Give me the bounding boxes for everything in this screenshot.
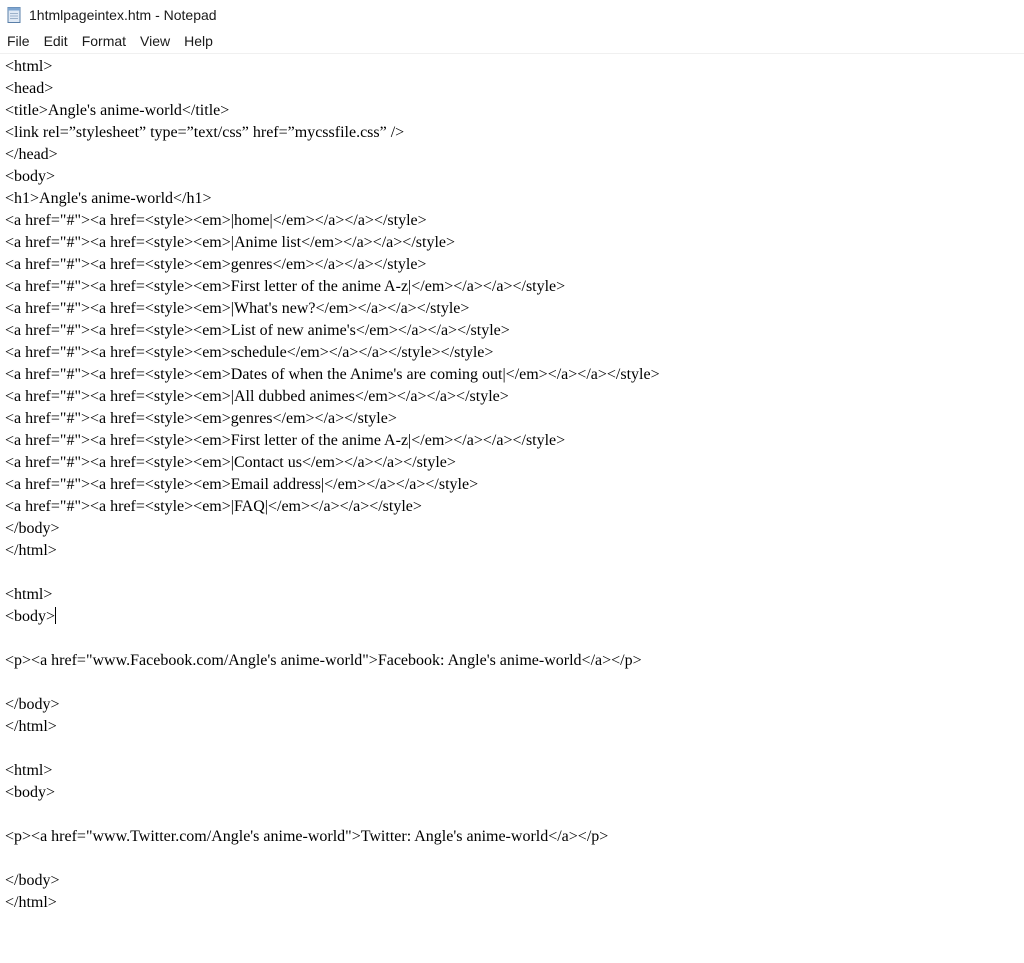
text-line: <body>	[5, 168, 56, 185]
text-line: <link rel=”stylesheet” type=”text/css” href=”mycssfile.css” />	[5, 124, 405, 141]
text-line: <h1>Angle's anime-world</h1>	[5, 190, 212, 207]
text-line: <a href="#"><a href=<style><em>schedule</em></a></a></style></style>	[5, 344, 494, 361]
text-line: </head>	[5, 146, 58, 163]
menu-edit[interactable]: Edit	[43, 33, 68, 49]
menu-bar	[0, 29, 1024, 54]
window-title: 1htmlpageintex.htm - Notepad	[29, 6, 217, 23]
text-line	[5, 848, 1024, 870]
text-line	[5, 738, 1024, 760]
text-line: <body>	[5, 784, 56, 801]
text-line: </body>	[5, 520, 60, 537]
text-line: <head>	[5, 80, 54, 97]
text-line: </body>	[5, 872, 60, 889]
text-line: <a href="#"><a href=<style><em>First letter of the anime A-z|</em></a></a></style>	[5, 278, 566, 295]
text-line: <html>	[5, 762, 53, 779]
text-line: <a href="#"><a href=<style><em>|Anime list</em></a></a></style>	[5, 234, 456, 251]
text-line: <a href="#"><a href=<style><em>List of new anime's</em></a></a></style>	[5, 322, 510, 339]
text-line: <title>Angle's anime-world</title>	[5, 102, 230, 119]
text-line	[5, 672, 1024, 694]
text-line: <a href="#"><a href=<style><em>genres</em></a></style>	[5, 410, 397, 427]
text-line: <html>	[5, 58, 53, 75]
text-line: <a href="#"><a href=<style><em>First letter of the anime A-z|</em></a></a></style>	[5, 432, 566, 449]
text-line: <a href="#"><a href=<style><em>genres</em></a></a></style>	[5, 256, 427, 273]
text-caret	[55, 607, 56, 624]
menu-file[interactable]: File	[7, 33, 30, 49]
title-bar[interactable]	[0, 0, 1024, 29]
text-line	[5, 804, 1024, 826]
text-line: <a href="#"><a href=<style><em>|All dubbed animes</em></a></a></style>	[5, 388, 509, 405]
text-line: <a href="#"><a href=<style><em>|What's new?</em></a></a></style>	[5, 300, 470, 317]
text-line: <a href="#"><a href=<style><em>Dates of when the Anime's are coming out|</em></a></a></style>	[5, 366, 660, 383]
text-line: </body>	[5, 696, 60, 713]
text-line: <body>	[5, 608, 56, 625]
text-line: <a href="#"><a href=<style><em>|Contact us</em></a></a></style>	[5, 454, 456, 471]
text-line: <a href="#"><a href=<style><em>Email address|</em></a></a></style>	[5, 476, 479, 493]
text-line: <a href="#"><a href=<style><em>|home|</em></a></a></style>	[5, 212, 427, 229]
menu-help[interactable]: Help	[184, 33, 213, 49]
text-line: </html>	[5, 542, 57, 559]
text-line: <p><a href="www.Facebook.com/Angle's anime-world">Facebook: Angle's anime-world</a></p>	[5, 652, 642, 669]
text-line: </html>	[5, 894, 57, 911]
text-line	[5, 628, 1024, 650]
text-line: </html>	[5, 718, 57, 735]
text-line: <p><a href="www.Twitter.com/Angle's anime-world">Twitter: Angle's anime-world</a></p>	[5, 828, 609, 845]
text-line: <a href="#"><a href=<style><em>|FAQ|</em></a></a></style>	[5, 498, 422, 515]
menu-view[interactable]: View	[140, 33, 171, 49]
menu-format[interactable]: Format	[81, 33, 127, 49]
text-line	[5, 562, 1024, 584]
notepad-icon	[5, 6, 23, 24]
text-line: <html>	[5, 586, 53, 603]
text-editor-area[interactable]	[0, 54, 1024, 963]
